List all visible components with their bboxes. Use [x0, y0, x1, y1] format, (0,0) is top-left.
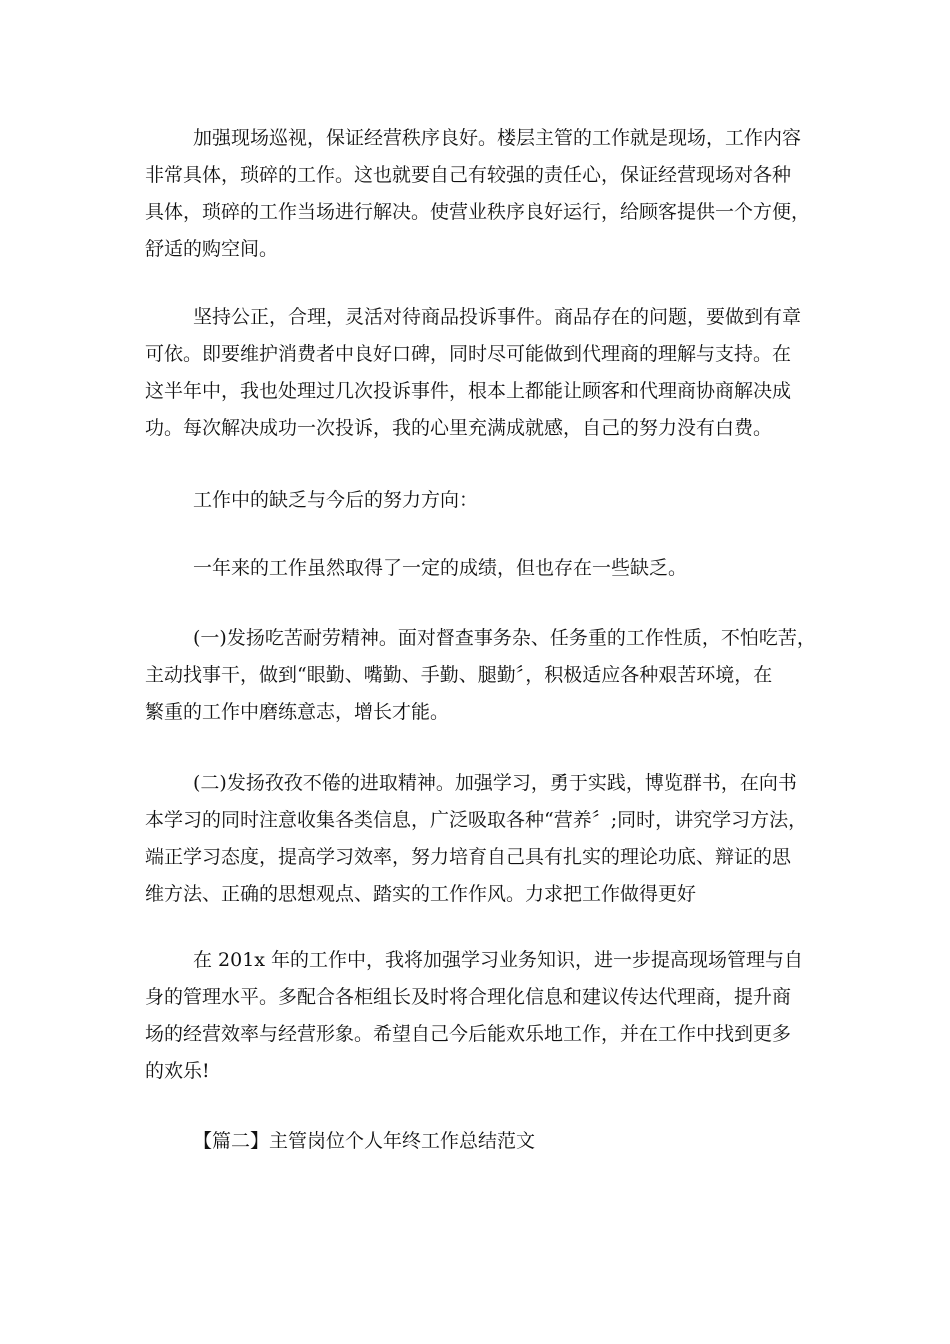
- text-line: 场的经营效率与经营形象。希望自己今后能欢乐地工作，并在工作中找到更多: [145, 1023, 792, 1045]
- paragraph-shortcomings-intro: [145, 550, 805, 587]
- paragraph-next-year-plan: [145, 942, 805, 1090]
- text-line: 身的管理水平。多配合各柜组长及时将合理化信息和建议传达代理商，提升商: [145, 986, 792, 1008]
- paragraph-point-two: [145, 765, 808, 913]
- paragraph-complaints: [145, 299, 805, 447]
- paragraph-point-one: [145, 620, 816, 731]
- text-line: 在 201x 年的工作中，我将加强学习业务知识，进一步提高现场管理与自: [193, 949, 804, 971]
- text-line: (一)发扬吃苦耐劳精神。面对督查事务杂、任务重的工作性质，不怕吃苦，: [193, 627, 816, 649]
- text-line: 坚持公正，合理，灵活对待商品投诉事件。商品存在的问题，要做到有章: [193, 306, 802, 328]
- text-line: 可依。即要维护消费者中良好口碑，同时尽可能做到代理商的理解与支持。在: [145, 343, 792, 365]
- text-line: 【篇二】主管岗位个人年终工作总结范文: [193, 1130, 536, 1152]
- text-line: 舒适的购空间。: [145, 238, 279, 260]
- text-line: (二)发扬孜孜不倦的进取精神。加强学习，勇于实践，博览群书，在向书: [193, 772, 797, 794]
- text-line: 非常具体，琐碎的工作。这也就要自己有较强的责任心，保证经营现场对各种: [145, 164, 792, 186]
- text-line: 维方法、正确的思想观点、踏实的工作作风。力求把工作做得更好: [145, 883, 697, 905]
- text-line: 繁重的工作中磨练意志，增长才能。: [145, 701, 450, 723]
- text-line: 主动找事干，做到“眼勤、嘴勤、手勤、腿勤〞，积极适应各种艰苦环境，在: [145, 664, 773, 686]
- text-line: 加强现场巡视，保证经营秩序良好。楼层主管的工作就是现场，工作内容: [193, 127, 802, 149]
- text-line: 功。每次解决成功一次投诉，我的心里充满成就感，自己的努力没有白费。: [145, 417, 773, 439]
- text-line: 一年来的工作虽然取得了一定的成绩，但也存在一些缺乏。: [193, 557, 688, 579]
- text-line: 工作中的缺乏与今后的努力方向：: [193, 489, 479, 511]
- text-line: 这半年中，我也处理过几次投诉事件，根本上都能让顾客和代理商协商解决成: [145, 380, 792, 402]
- text-line: 的欢乐!: [145, 1060, 210, 1082]
- text-line: 本学习的同时注意收集各类信息，广泛吸取各种“营养〞;同时，讲究学习方法，: [145, 809, 808, 831]
- paragraph-site-patrol: [145, 120, 811, 268]
- text-line: 具体，琐碎的工作当场进行解决。使营业秩序良好运行，给顾客提供一个方便，: [145, 201, 811, 223]
- section-heading: [145, 1123, 805, 1160]
- text-line: 端正学习态度，提高学习效率，努力培育自己具有扎实的理论功底、辩证的思: [145, 846, 792, 868]
- paragraph-shortcomings-heading: [145, 482, 805, 519]
